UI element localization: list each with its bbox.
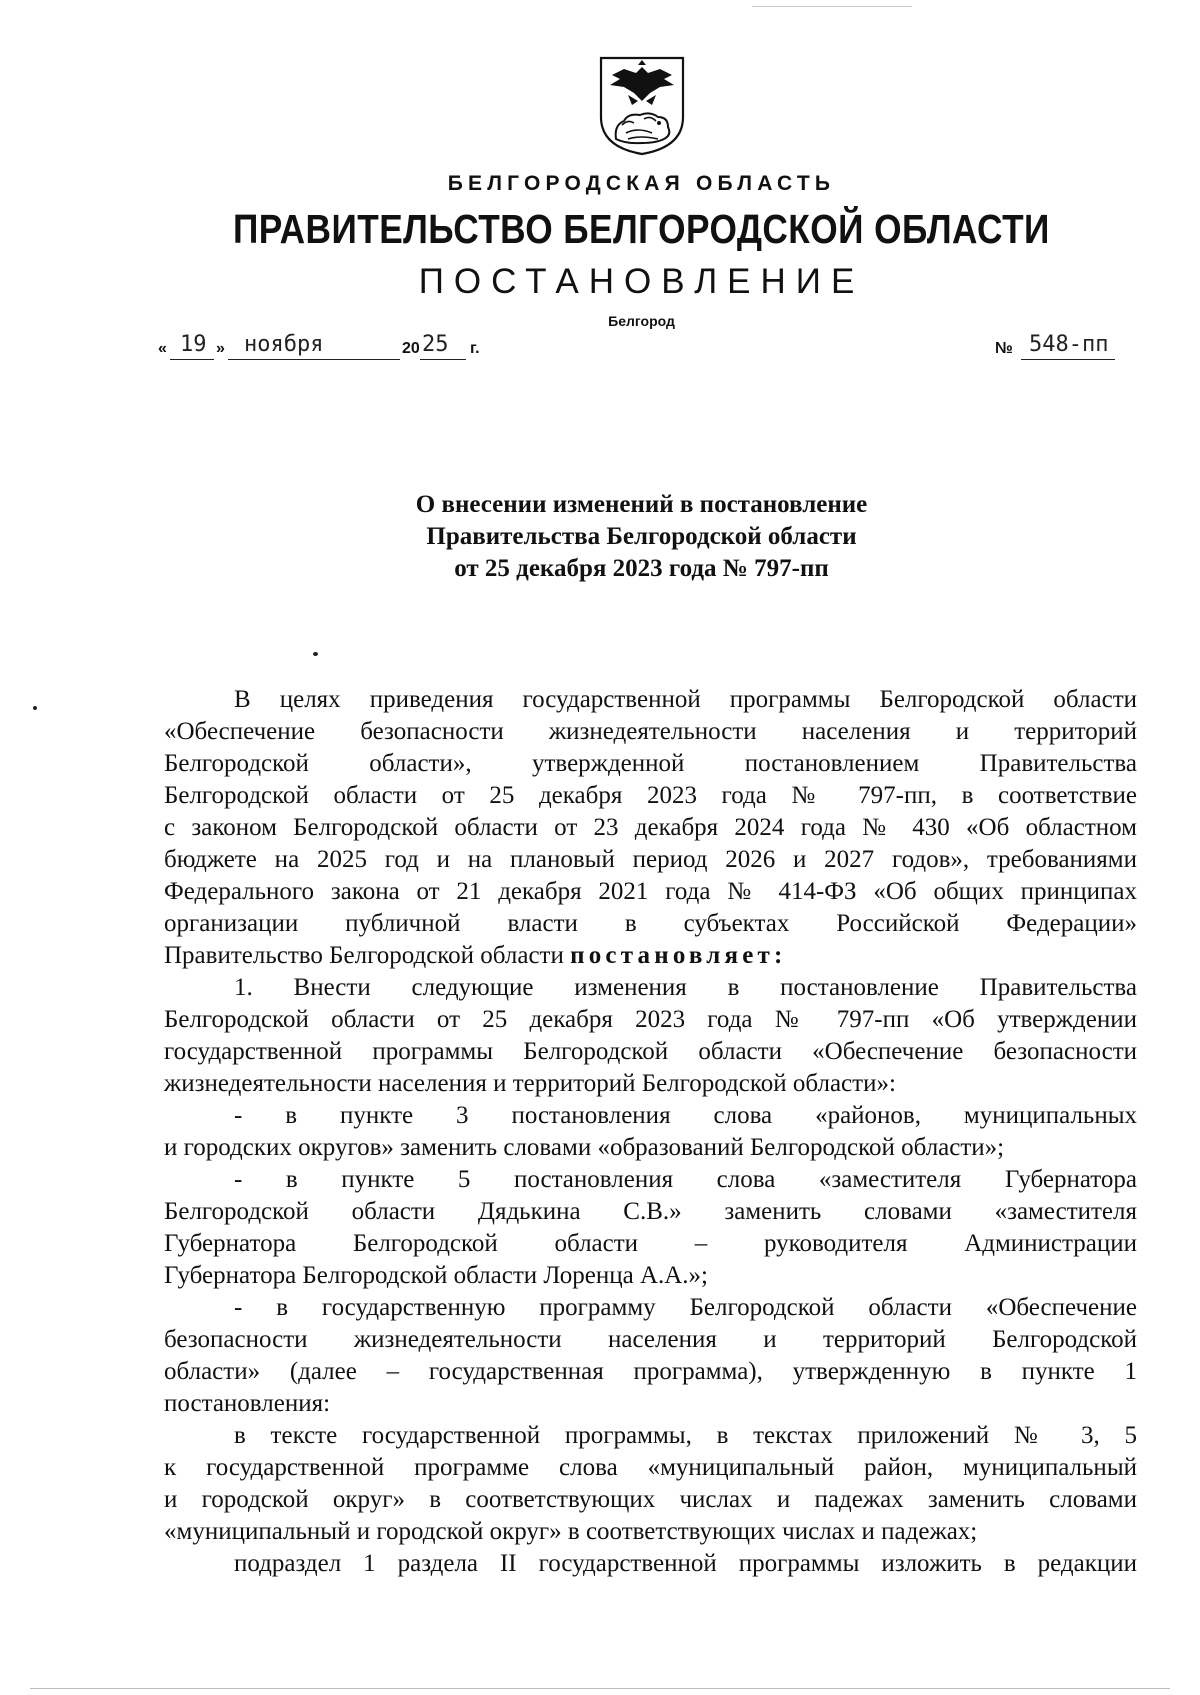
resolution-line [164, 940, 1137, 972]
body-line: в тексте государственной программы, в текстах приложений № 3, 5 [234, 1422, 1137, 1449]
body-line: Белгородской области», утвержденной постановлением Правительства [164, 750, 1137, 777]
scan-artifact-dot [33, 706, 37, 710]
body-line: «Обеспечение безопасности жизнедеятельности населения и территорий [164, 718, 1137, 745]
number-underline [1021, 359, 1115, 360]
body-line: государственной программы Белгородской области «Обеспечение безопасности [164, 1038, 1137, 1065]
scan-artifact-line [752, 6, 912, 7]
coat-of-arms-icon [598, 55, 686, 157]
body-line: Губернатора Белгородской области – руководителя Администрации [164, 1230, 1137, 1257]
body-line: и городской округ» в соответствующих числах и падежах заменить словами [164, 1486, 1137, 1513]
body-line: Белгородской области Дядькина С.В.» заменить словами «заместителя [164, 1198, 1137, 1225]
body-line: Белгородской области от 25 декабря 2023 года № 797-пп «Об утверждении [164, 1006, 1137, 1033]
date-year-mark: г. [470, 340, 480, 357]
body-line: Белгородской области от 25 декабря 2023 года № 797-пп, в соответствие [164, 782, 1137, 809]
title-line: О внесении изменений в постановление [415, 491, 868, 518]
number-value: 548-пп [1029, 332, 1109, 357]
body-line: «муниципальный и городской округ» в соответствующих числах и падежах; [164, 1518, 978, 1545]
date-month: ноября [244, 332, 324, 357]
body-line: - в государственную программу Белгородской области «Обеспечение [234, 1294, 1137, 1321]
body-line: с законом Белгородской области от 23 декабря 2024 года № 430 «Об областном [164, 814, 1137, 841]
region-name: БЕЛГОРОДСКАЯ ОБЛАСТЬ [447, 172, 836, 195]
body-line: организации публичной власти в субъектах Российской Федерации» [164, 910, 1137, 937]
scan-artifact-dot [313, 652, 318, 656]
body-line: В целях приведения государственной программы Белгородской области [234, 686, 1137, 713]
date-day-underline [170, 359, 214, 360]
body-line: постановления: [164, 1390, 331, 1417]
body-text: Правительство Белгородской области [164, 942, 564, 969]
body-line: к государственной программе слова «муниципальный район, муниципальный [164, 1454, 1137, 1481]
body-line: жизнедеятельности населения и территорий Белгородской области»: [164, 1070, 896, 1097]
number-prefix: № [995, 340, 1013, 357]
date-year-underline [420, 359, 466, 360]
title-line: Правительства Белгородской области [426, 523, 857, 550]
document-title [0, 489, 1200, 585]
document-type: ПОСТАНОВЛЕНИЕ [418, 262, 865, 301]
title-line: от 25 декабря 2023 года № 797-пп [454, 555, 829, 582]
date-day: 19 [180, 332, 207, 357]
body-line: подраздел 1 раздела II государственной программы изложить в редакции [234, 1550, 1137, 1577]
body-line: безопасности жизнедеятельности населения и территорий Белгородской [164, 1326, 1137, 1353]
document-date [158, 332, 508, 362]
body-line: Губернатора Белгородской области Лоренца А.А.»; [164, 1262, 708, 1289]
date-year-prefix: 20 [402, 340, 420, 357]
body-line: - в пункте 5 постановления слова «заместителя Губернатора [234, 1166, 1137, 1193]
resolution-keyword: постановляет: [570, 942, 787, 969]
date-month-underline [228, 359, 400, 360]
body-line: Федерального закона от 21 декабря 2021 года № 414-ФЗ «Об общих принципах [164, 878, 1137, 905]
city-name: Белгород [608, 313, 675, 329]
document-body [164, 684, 1137, 1580]
date-year-suffix: 25 [422, 332, 449, 357]
body-line: и городских округов» заменить словами «образований Белгородской области»; [164, 1134, 1005, 1161]
body-line: области» (далее – государственная программа), утвержденную в пункте 1 [164, 1358, 1137, 1385]
document-number [995, 332, 1125, 362]
body-line: бюджете на 2025 год и на плановый период 2026 и 2027 годов», требованиями [164, 846, 1137, 873]
scan-artifact-line [30, 1688, 1170, 1689]
date-close-quote: » [216, 340, 225, 357]
government-name: ПРАВИТЕЛЬСТВО БЕЛГОРОДСКОЙ ОБЛАСТИ [233, 206, 1050, 252]
date-open-quote: « [158, 340, 167, 357]
body-line: - в пункте 3 постановления слова «районов, муниципальных [234, 1102, 1137, 1129]
body-line: 1. Внести следующие изменения в постановление Правительства [234, 974, 1137, 1001]
